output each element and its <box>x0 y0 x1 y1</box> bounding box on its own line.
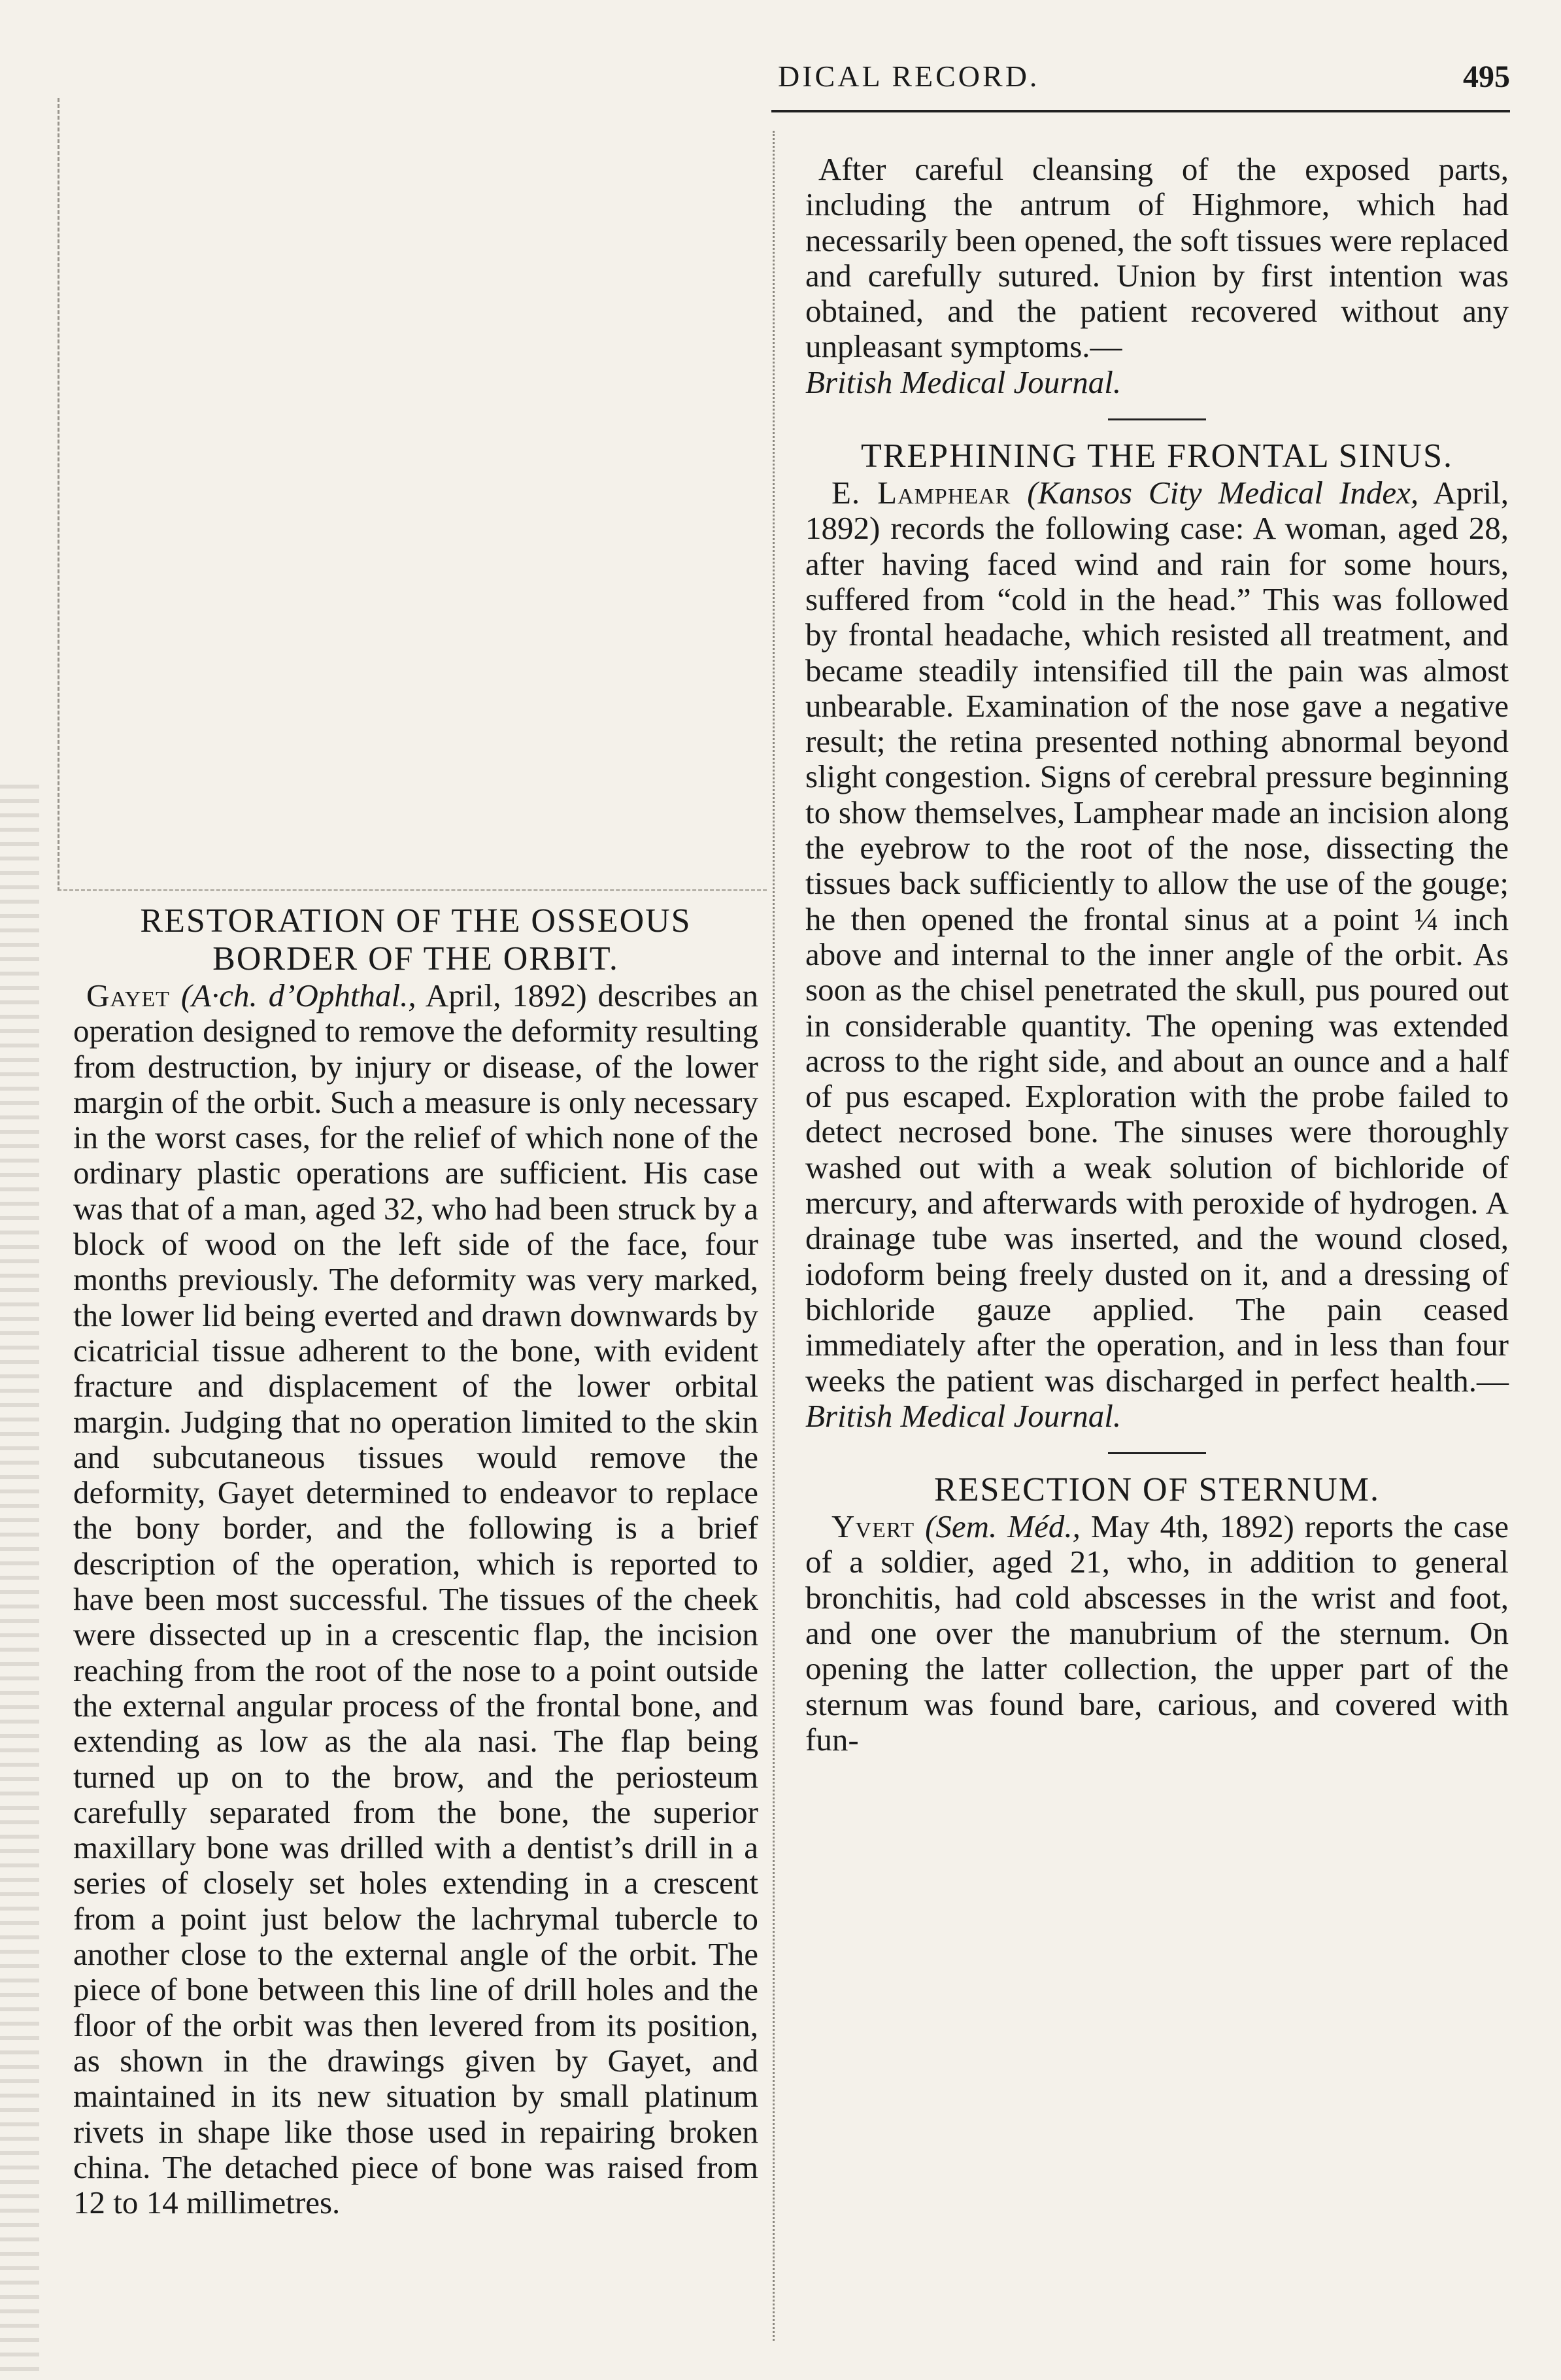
running-title: DICAL RECORD. <box>778 60 1040 93</box>
continuation-paragraph <box>805 152 1509 400</box>
article-body-frontal-sinus <box>805 475 1509 1434</box>
continuation-text: After careful cleansing of the exposed parts, including the antrum of Highmore, which had necessarily been opened, the soft tissues were replaced and carefully sutured. Union by first intention was obtained, and the patient recovered without any unpleasant symptoms.— <box>805 151 1509 365</box>
continuation-source: British Medical Journal. <box>805 364 1122 400</box>
page-header <box>778 59 1510 111</box>
article-title-line1: RESTORATION OF THE OSSEOUS <box>140 902 692 940</box>
header-rule <box>771 110 1510 112</box>
article-citation: (Kansos City Medical Index, <box>1027 475 1419 511</box>
article-author: Yvert <box>831 1508 915 1545</box>
article-title-orbit <box>73 902 758 978</box>
article-author: Gayet <box>86 978 170 1013</box>
column-divider <box>773 131 775 2341</box>
article-source: British Medical Journal. <box>805 1397 1122 1434</box>
blank-figure-area <box>58 98 767 891</box>
article-title-line2: BORDER OF THE ORBIT. <box>212 940 619 978</box>
article-author: E. Lamphear <box>831 475 1011 511</box>
page-number: 495 <box>1463 60 1510 94</box>
article-text: May 4th, 1892) reports the case of a soldier, aged 21, who, in addition to general bronchitis, had cold abscesses in the wrist and foot, and one over the manubrium of the sternum. On opening the latter collection, the upper part of the sternum was found bare, carious, and covered with fun- <box>805 1508 1509 1758</box>
article-title-frontal-sinus: TREPHINING THE FRONTAL SINUS. <box>860 437 1454 475</box>
section-separator <box>1108 1452 1206 1454</box>
article-text: April, 1892) records the following case: A woman, aged 28, after having faced wind and rain for some hours, suffered from “cold in the head.” This was followed by frontal headache, which resisted all treatment, and became steadily intensified till the pain was almost unbearable. Examination of the nose gave a negative result; the retina presented nothing abnormal beyond slight congestion. Signs of cerebral pressure beginning to show themselves, Lamphear made an incision along the eyebrow to the root of the nose, dissecting the tissues back sufficiently to allow the use of the gouge; he then opened the frontal sinus at a point ¼ inch above and internal to the inner angle of the orbit. As soon as the chisel penetrated the skull, pus poured out in considerable quantity. The opening was extended across to the right side, and about an ounce and a half of pus escaped. Exploration with the probe failed to detect necrosed bone. The sinuses were thoroughly washed out with a weak solution of bichloride of mercury, and afterwards with peroxide of hydrogen. A drainage tube was inserted, and the wound closed, iodoform being freely dusted on it, and a dressing of bichloride gauze applied. The pain ceased immediately after the operation, and in less than four weeks the patient was discharged in perfect health.— <box>805 475 1509 1399</box>
article-text: April, 1892) describes an operation designed to remove the deformity resulting from destruction, by injury or disease, of the lower margin of the orbit. Such a measure is only necessary in the worst cases, for the relief of which none of the ordinary plastic operations are sufficient. His case was that of a man, aged 32, who had been struck by a block of wood on the left side of the face, four months previously. The deformity was very marked, the lower lid being everted and drawn downwards by cicatricial tissue adherent to the bone, with evident fracture and displacement of the lower orbital margin. Judging that no operation limited to the skin and subcutaneous tissues would remove the deformity, Gayet determined to endeavor to replace the bony border, and the following is a brief description of the operation, which is reported to have been most successful. The tissues of the cheek were dissected up in a crescentic flap, the incision reaching from the root of the nose to a point outside the external angular process of the frontal bone, and extending as low as the ala nasi. The flap being turned up on to the brow, and the periosteum carefully separated from the bone, the superior maxillary bone was drilled with a dentist’s drill in a series of closely set holes extending in a crescent from a point just below the lachrymal tubercle to another close to the external angle of the orbit. The piece of bone between this line of drill holes and the floor of the orbit was then levered from its position, as shown in the drawings given by Gayet, and maintained in its new situation by small platinum rivets in shape like those used in repairing broken china. The detached piece of bone was raised from 12 to 14 millimetres. <box>73 978 759 2221</box>
section-separator <box>1108 418 1206 420</box>
article-title-sternum: RESECTION OF STERNUM. <box>934 1471 1380 1509</box>
article-body-orbit <box>73 978 758 2220</box>
article-citation: (A·ch. d’Ophthal., <box>180 978 416 1013</box>
article-citation: (Sem. Méd., <box>925 1508 1081 1545</box>
article-body-sternum <box>805 1509 1509 1758</box>
scan-edge-shadow <box>0 785 39 2380</box>
right-column <box>805 152 1509 1758</box>
left-column <box>73 902 758 2220</box>
